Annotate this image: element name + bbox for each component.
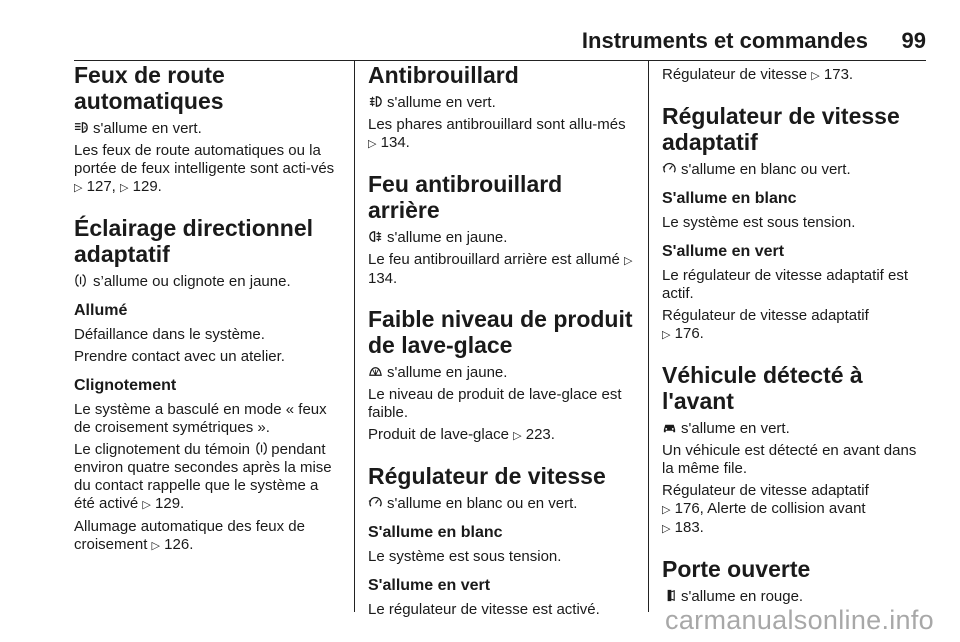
- reference-arrow-icon: ▷: [662, 523, 671, 535]
- reference-arrow-icon: ▷: [142, 499, 151, 511]
- subheading: Clignotement: [74, 377, 177, 394]
- subheading: S'allume en blanc: [368, 524, 503, 541]
- paragraph: s'allume en jaune.: [368, 229, 636, 247]
- page-reference[interactable]: 134.: [380, 134, 410, 151]
- page-reference[interactable]: 129.: [155, 495, 185, 512]
- column-divider: [354, 60, 355, 612]
- page-header: [0, 24, 960, 58]
- paragraph: Le niveau de produit de lave-glace est faible.: [368, 386, 622, 421]
- auto-high-beam-icon: [74, 120, 89, 135]
- adaptive-light-icon: [74, 273, 89, 288]
- section-heading: Feux de route automatiques: [74, 62, 225, 114]
- section-heading: Véhicule détecté à l'avant: [662, 362, 863, 414]
- page-title: Instruments et commandes: [581, 28, 868, 53]
- section-heading: Feu antibrouillard arrière: [368, 171, 563, 223]
- reference-arrow-icon: ▷: [513, 430, 522, 442]
- paragraph: Le système est sous tension.: [662, 214, 856, 231]
- watermark: carmanualsonline.info: [665, 605, 934, 635]
- paragraph: Régulateur de vitesse adaptatif ▷ 176, Alerte de collision avant ▷ 183.: [662, 482, 869, 536]
- paragraph: A s'allume en vert.: [74, 120, 342, 138]
- column-3: [662, 60, 930, 610]
- page-reference[interactable]: 223.: [525, 426, 555, 443]
- paragraph: Le système est sous tension.: [368, 548, 562, 565]
- paragraph: Un véhicule est détecté en avant dans la même file.: [662, 442, 917, 477]
- page-reference[interactable]: 134.: [368, 270, 398, 287]
- paragraph: Les feux de route automatiques ou la portée de feux intelligente sont acti-vés ▷ 127, ▷ 129.: [74, 142, 335, 195]
- paragraph: Le système a basculé en mode « feux de croisement symétriques ».: [74, 401, 327, 436]
- door-open-icon: [662, 588, 677, 603]
- paragraph: Prendre contact avec un atelier.: [74, 348, 285, 365]
- reference-arrow-icon: ▷: [120, 182, 129, 194]
- paragraph: Le feu antibrouillard arrière est allumé ▷ 134.: [368, 251, 633, 287]
- reference-arrow-icon: ▷: [368, 138, 377, 150]
- column-divider: [648, 60, 649, 612]
- page-reference[interactable]: 127,: [86, 178, 116, 195]
- reference-arrow-icon: ▷: [662, 329, 671, 341]
- svg-text:A: A: [83, 126, 87, 132]
- page-reference[interactable]: 183.: [674, 519, 704, 536]
- washer-fluid-icon: [368, 364, 383, 379]
- reference-arrow-icon: ▷: [151, 540, 160, 552]
- paragraph: Régulateur de vitesse adaptatif ▷ 176.: [662, 307, 869, 342]
- page-reference[interactable]: 176, Alerte de collision avant: [674, 500, 866, 517]
- paragraph: Le régulateur de vitesse est activé.: [368, 601, 600, 618]
- paragraph: s'allume en jaune.: [368, 364, 636, 382]
- paragraph: Les phares antibrouillard sont allu-més ▷ 134.: [368, 116, 626, 151]
- paragraph: Le régulateur de vitesse adaptatif est actif.: [662, 267, 908, 302]
- reference-arrow-icon: ▷: [74, 182, 83, 194]
- paragraph: s'allume en blanc ou vert.: [662, 161, 930, 179]
- paragraph: s'allume en vert.: [662, 420, 930, 438]
- paragraph: s'allume en rouge.: [662, 588, 930, 606]
- vehicle-ahead-icon: [662, 420, 677, 435]
- paragraph: s’allume ou clignote en jaune.: [74, 273, 342, 291]
- paragraph: Régulateur de vitesse ▷ 173.: [662, 66, 854, 83]
- paragraph: Défaillance dans le système.: [74, 326, 265, 343]
- reference-arrow-icon: ▷: [811, 70, 820, 82]
- adaptive-light-icon: [255, 441, 266, 456]
- section-heading: Porte ouverte: [662, 556, 811, 582]
- paragraph: s'allume en vert.: [368, 94, 636, 112]
- front-fog-light-icon: [368, 94, 383, 109]
- cruise-control-icon: [368, 495, 383, 510]
- rear-fog-light-icon: [368, 229, 383, 244]
- column-1: [74, 60, 342, 559]
- page-reference[interactable]: 129.: [132, 178, 162, 195]
- reference-arrow-icon: ▷: [623, 255, 633, 267]
- paragraph: Le clignotement du témoin pendant environ quatre secondes après la mise du contact rappelle que le système a été activé ▷ 129.: [74, 441, 332, 512]
- section-heading: Régulateur de vitesse adaptatif: [662, 103, 900, 155]
- column-2: [368, 60, 636, 623]
- section-heading: Régulateur de vitesse: [368, 463, 606, 489]
- section-heading: Antibrouillard: [368, 62, 519, 88]
- subheading: S'allume en vert: [368, 577, 491, 594]
- page-number: 99: [901, 28, 926, 53]
- section-heading: Faible niveau de produit de lave-glace: [368, 306, 633, 358]
- page-reference[interactable]: 176.: [674, 325, 704, 342]
- page-reference[interactable]: 126.: [164, 536, 194, 553]
- paragraph: s'allume en blanc ou en vert.: [368, 495, 636, 513]
- subheading: S'allume en blanc: [662, 190, 797, 207]
- paragraph: Allumage automatique des feux de croisement ▷ 126.: [74, 518, 305, 553]
- reference-arrow-icon: ▷: [662, 504, 671, 516]
- section-heading: Éclairage directionnel adaptatif: [74, 215, 314, 267]
- paragraph: Produit de lave-glace ▷ 223.: [368, 426, 555, 443]
- page-reference[interactable]: 173.: [823, 66, 854, 83]
- adaptive-cruise-control-icon: [662, 161, 677, 176]
- subheading: Allumé: [74, 302, 128, 319]
- subheading: S'allume en vert: [662, 243, 785, 260]
